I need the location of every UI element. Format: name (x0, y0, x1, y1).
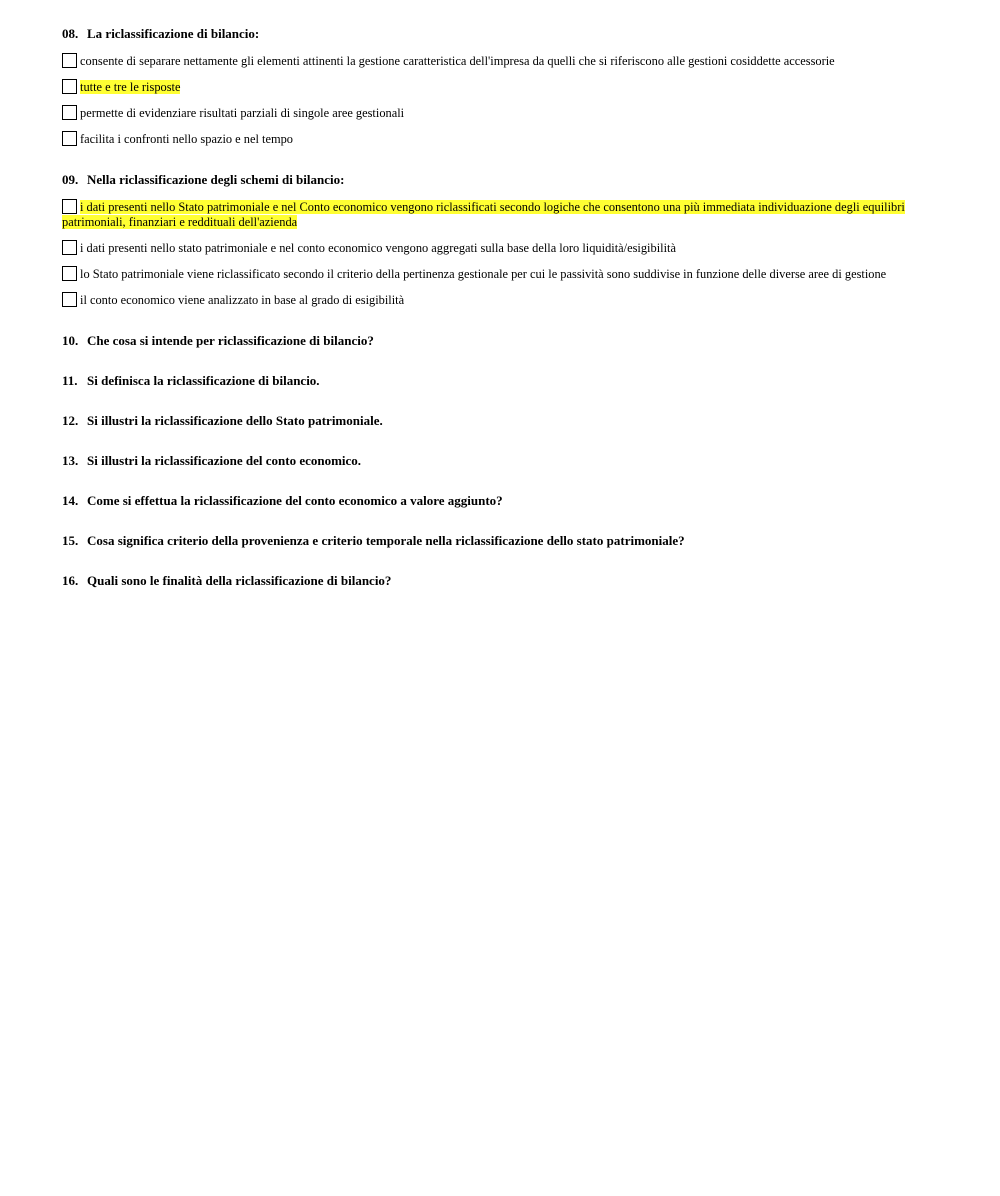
question-number: 12. (62, 413, 79, 428)
question-12-heading (62, 412, 922, 430)
answer-checkbox[interactable] (62, 53, 77, 68)
answer-option (62, 131, 922, 147)
question-title: Come si effettua la riclassificazione del conto economico a valore aggiunto? (87, 493, 503, 508)
question-14-heading (62, 492, 922, 510)
question-number: 14. (62, 493, 79, 508)
question-title: Cosa significa criterio della provenienza e criterio temporale nella riclassificazione dello stato patrimoniale? (87, 533, 685, 548)
question-number: 15. (62, 533, 79, 548)
answer-text: lo Stato patrimoniale viene riclassificato secondo il criterio della pertinenza gestionale per cui le passività sono suddivise in funzione delle diverse aree di gestione (80, 267, 887, 281)
question-title: Nella riclassificazione degli schemi di bilancio: (87, 172, 345, 187)
answer-option (62, 292, 922, 308)
question-title: Si illustri la riclassificazione dello Stato patrimoniale. (87, 413, 383, 428)
question-title: La riclassificazione di bilancio: (87, 26, 260, 41)
answer-text: consente di separare nettamente gli elementi attinenti la gestione caratteristica dell'impresa da quelli che si riferiscono alle gestioni cosiddette accessorie (80, 54, 835, 68)
answer-checkbox[interactable] (62, 105, 77, 120)
answer-option (62, 199, 922, 230)
question-title: Quali sono le finalità della riclassificazione di bilancio? (87, 573, 392, 588)
quiz-page (62, 22, 922, 590)
question-title: Che cosa si intende per riclassificazione di bilancio? (87, 333, 374, 348)
question-11-heading (62, 372, 922, 390)
question-08-heading (62, 25, 922, 43)
answer-checkbox[interactable] (62, 266, 77, 281)
question-16-heading (62, 572, 922, 590)
answer-checkbox[interactable] (62, 79, 77, 94)
answer-option (62, 240, 922, 256)
question-number: 10. (62, 333, 79, 348)
question-title: Si definisca la riclassificazione di bilancio. (87, 373, 320, 388)
question-number: 11. (62, 373, 78, 388)
answer-option (62, 79, 922, 95)
question-10-heading (62, 332, 922, 350)
answer-text-highlighted: tutte e tre le risposte (80, 80, 181, 94)
answer-text: permette di evidenziare risultati parziali di singole aree gestionali (80, 106, 405, 120)
question-number: 13. (62, 453, 79, 468)
question-15-heading (62, 532, 922, 550)
question-number: 08. (62, 26, 79, 41)
question-13-heading (62, 452, 922, 470)
answer-text: i dati presenti nello stato patrimoniale e nel conto economico vengono aggregati sulla base della loro liquidità/esigibilità (80, 241, 676, 255)
answer-text-highlighted: i dati presenti nello Stato patrimoniale e nel Conto economico vengono riclassificati secondo logiche che consentono una più immediata individuazione degli equilibri patrimoniali, finanziari e reddituali dell'azienda (62, 200, 905, 229)
answer-checkbox[interactable] (62, 292, 77, 307)
question-number: 09. (62, 172, 79, 187)
answer-text: facilita i confronti nello spazio e nel tempo (80, 132, 293, 146)
answer-text: il conto economico viene analizzato in base al grado di esigibilità (80, 293, 405, 307)
answer-option (62, 266, 922, 282)
question-title: Si illustri la riclassificazione del conto economico. (87, 453, 362, 468)
question-09-heading (62, 171, 922, 189)
answer-checkbox[interactable] (62, 240, 77, 255)
answer-option (62, 105, 922, 121)
answer-checkbox[interactable] (62, 131, 77, 146)
answer-checkbox[interactable] (62, 199, 77, 214)
question-number: 16. (62, 573, 79, 588)
answer-option (62, 53, 922, 69)
